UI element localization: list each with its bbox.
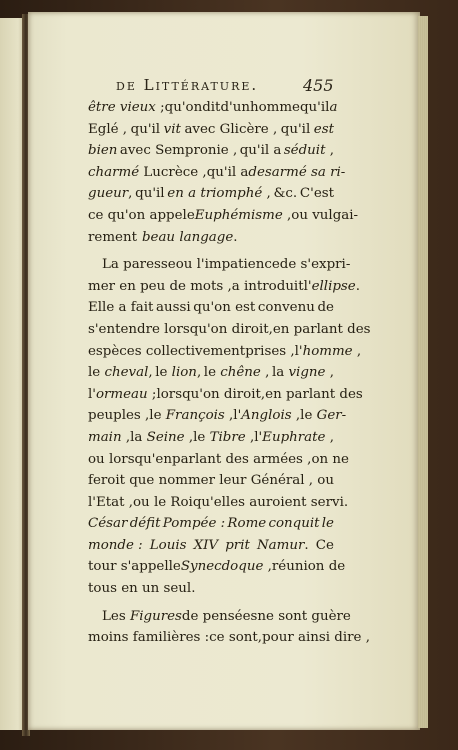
text-line: peuples , le François , l'Anglois , le Ger- [88,408,347,424]
text-line: s'entendre lorsqu'on diroit, en parlant des [88,321,371,337]
text-line: tour s'appelle Synecdoque , réunion de [88,559,346,575]
text-line: La paresse ou l'impatience de s'expri- [102,257,351,273]
text-line: ou lorsqu'en parlant des armées , on ne [88,451,349,467]
text-line: charmé Lucrèce , qu'il a desarmé sa ri- [88,164,346,180]
text-line: le cheval, le lion, le chêne , la vigne , [88,365,334,381]
text-line: tous en un seul. [88,581,196,597]
text-line: main , la Seine , le Tibre , l'Euphrate , [88,429,334,445]
text-line: Eglé , qu'il vit avec Glicère , qu'il est [88,121,334,137]
page-number: 455 [303,76,334,95]
text-line: bien avec Sempronie , qu'il a séduit , [88,143,334,159]
text-line: feroit que nommer leur Général , ou [88,473,334,489]
running-head: de Littérature. [116,76,259,94]
page-edges [418,16,428,728]
text-line: l'ormeau ; lorsqu'on diroit, en parlant des [88,386,363,402]
text-line: être vieux ; qu'on dit d'un homme qu'il a [88,97,334,119]
text-line: rement beau langage. [88,229,238,245]
text-line: gueur, qu'il en a triomphé , &c. C'est [88,186,334,202]
text-line: César défit Pompée : Rome conquit le [88,516,334,532]
text-line: monde : Louis XIV prit Namur. Ce [88,537,334,553]
body-text [88,97,371,649]
text-line: ce qu'on appele Euphémisme , ou vulgai- [88,207,359,223]
page-header [0,76,458,98]
text-line: moins familières : ce sont, pour ainsi dire , [88,630,370,646]
text-line: mer en peu de mots , a introduit l'ellipse. [88,278,360,294]
text-line: espèces collectivement prises , l'homme , [88,343,362,359]
text-segment: être vieux ; [88,100,165,115]
text-line: l'Etat , ou le Roi qu'elles auroient servi. [88,494,349,510]
text-line: Elle a fait aussi qu'on est convenu de [88,300,334,316]
text-line: Les Figures de pensées ne sont guère [102,608,351,624]
